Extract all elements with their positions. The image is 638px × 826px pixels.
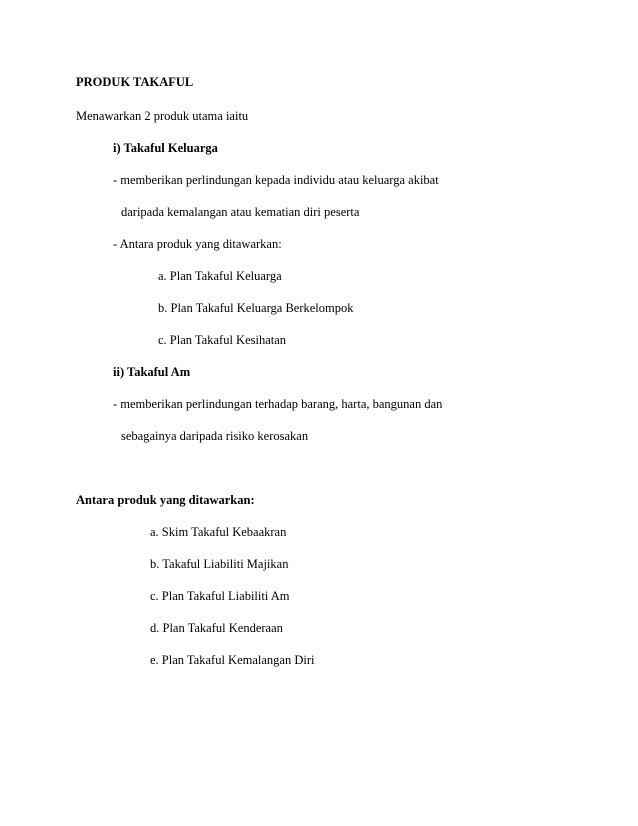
intro-text: Menawarkan 2 produk utama iaitu — [76, 109, 249, 123]
section1-description-line-1: - memberikan perlindungan kepada individu atau keluarga akibat — [113, 173, 439, 187]
section1-product-item: a. Plan Takaful Keluarga — [158, 269, 282, 283]
section1-product-item: b. Plan Takaful Keluarga Berkelompok — [158, 301, 354, 315]
section3-product-item: b. Takaful Liabiliti Majikan — [150, 557, 289, 571]
section3-title: Antara produk yang ditawarkan: — [76, 493, 255, 507]
section3-product-item: c. Plan Takaful Liabiliti Am — [150, 589, 290, 603]
section-title-takaful-keluarga: i) Takaful Keluarga — [113, 141, 218, 155]
section3-product-item: a. Skim Takaful Kebaakran — [150, 525, 287, 539]
section1-product-item: c. Plan Takaful Kesihatan — [158, 333, 287, 347]
section2-description-line-1: - memberikan perlindungan terhadap barang, harta, bangunan dan — [113, 397, 443, 411]
section1-description-line-2: daripada kemalangan atau kematian diri peserta — [121, 205, 360, 219]
document-heading: PRODUK TAKAFUL — [76, 75, 194, 89]
section1-products-label: - Antara produk yang ditawarkan: — [113, 237, 282, 251]
section-title-takaful-am: ii) Takaful Am — [113, 365, 191, 379]
section2-description-line-2: sebagainya daripada risiko kerosakan — [121, 429, 309, 443]
section3-product-item: d. Plan Takaful Kenderaan — [150, 621, 283, 635]
section3-product-item: e. Plan Takaful Kemalangan Diri — [150, 653, 315, 667]
